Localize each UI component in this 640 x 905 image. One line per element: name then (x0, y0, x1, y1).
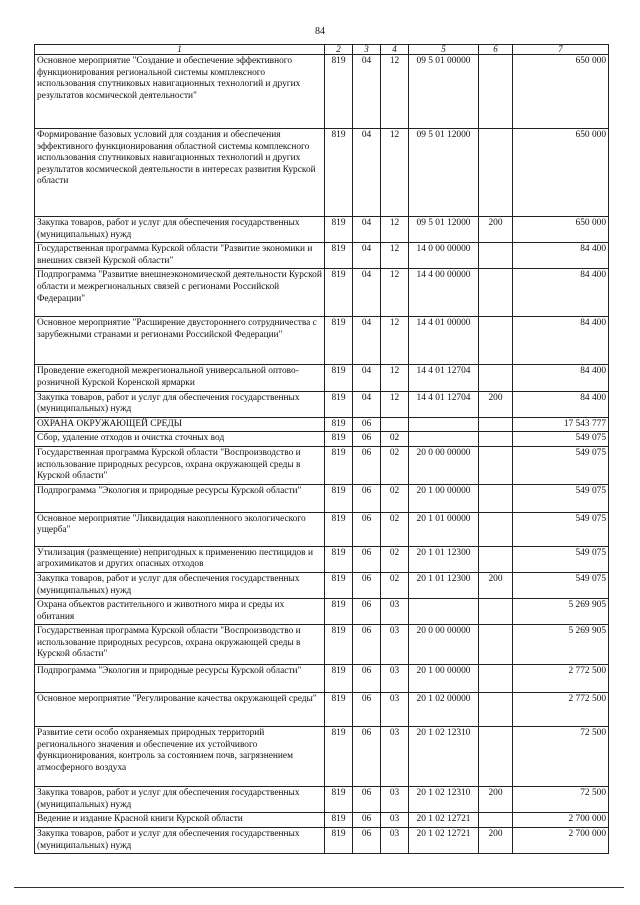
cell-grbs: 819 (325, 269, 353, 317)
table-row (35, 365, 609, 391)
cell-name: Государственная программа Курской области "Воспроизводство и использование природных ресурсов, охрана окружающей среды в Курской области" (35, 625, 325, 665)
cell-subsection: 02 (381, 484, 409, 512)
table-row (35, 572, 609, 598)
table-row (35, 828, 609, 854)
cell-amount: 5 269 905 (513, 599, 609, 625)
cell-section: 06 (353, 512, 381, 546)
cell-amount: 549 075 (513, 432, 609, 447)
cell-grbs: 819 (325, 599, 353, 625)
table-row (35, 665, 609, 693)
cell-expense-type (479, 599, 513, 625)
cell-section: 06 (353, 446, 381, 484)
cell-section: 04 (353, 243, 381, 269)
table-row (35, 813, 609, 828)
cell-target-item: 09 5 01 00000 (409, 55, 479, 129)
cell-grbs: 819 (325, 432, 353, 447)
cell-section: 06 (353, 828, 381, 854)
cell-subsection: 12 (381, 55, 409, 129)
table-row (35, 129, 609, 217)
cell-name: Основное мероприятие "Создание и обеспечение эффективного функционирования региональной системы комплексного использования спутниковых навигационных технологий и других результатов космической деятельности" (35, 55, 325, 129)
cell-section: 06 (353, 432, 381, 447)
cell-section: 06 (353, 813, 381, 828)
cell-subsection (381, 417, 409, 432)
cell-section: 04 (353, 55, 381, 129)
cell-subsection: 03 (381, 727, 409, 787)
cell-target-item: 14 4 00 00000 (409, 269, 479, 317)
cell-name: Сбор, удаление отходов и очистка сточных вод (35, 432, 325, 447)
cell-section: 06 (353, 599, 381, 625)
table-body (35, 55, 609, 854)
cell-grbs: 819 (325, 787, 353, 813)
cell-expense-type (479, 269, 513, 317)
cell-expense-type (479, 129, 513, 217)
cell-section: 04 (353, 129, 381, 217)
cell-section: 06 (353, 787, 381, 813)
cell-section: 04 (353, 365, 381, 391)
cell-expense-type (479, 813, 513, 828)
cell-grbs: 819 (325, 727, 353, 787)
table-row (35, 512, 609, 546)
cell-target-item: 20 1 01 12300 (409, 546, 479, 572)
cell-target-item: 14 4 01 12704 (409, 391, 479, 417)
cell-subsection: 12 (381, 243, 409, 269)
cell-grbs: 819 (325, 217, 353, 243)
cell-expense-type (479, 512, 513, 546)
page-number: 84 (315, 26, 325, 37)
cell-subsection: 12 (381, 365, 409, 391)
cell-subsection: 02 (381, 572, 409, 598)
cell-target-item: 14 4 01 12704 (409, 365, 479, 391)
cell-amount: 84 400 (513, 269, 609, 317)
cell-expense-type: 200 (479, 787, 513, 813)
cell-subsection: 03 (381, 693, 409, 727)
cell-expense-type: 200 (479, 217, 513, 243)
cell-name: Закупка товаров, работ и услуг для обеспечения государственных (муниципальных) нужд (35, 828, 325, 854)
cell-section: 04 (353, 317, 381, 365)
cell-section: 04 (353, 391, 381, 417)
cell-target-item (409, 432, 479, 447)
cell-target-item (409, 599, 479, 625)
cell-grbs: 819 (325, 446, 353, 484)
cell-expense-type (479, 446, 513, 484)
header-col-3: 3 (353, 45, 381, 55)
cell-name: Развитие сети особо охраняемых природных территорий регионального значения и обеспечение их устойчивого функционирования, контроль за состоянием почв, загрязнением атмосферного воздуха (35, 727, 325, 787)
table-row (35, 317, 609, 365)
cell-target-item: 20 1 02 00000 (409, 693, 479, 727)
cell-name: Утилизация (размещение) непригодных к применению пестицидов и агрохимикатов и других опасных отходов (35, 546, 325, 572)
cell-amount: 549 075 (513, 546, 609, 572)
cell-expense-type: 200 (479, 828, 513, 854)
cell-name: Закупка товаров, работ и услуг для обеспечения государственных (муниципальных) нужд (35, 217, 325, 243)
cell-target-item: 20 0 00 00000 (409, 625, 479, 665)
table-row (35, 417, 609, 432)
header-col-1: 1 (35, 45, 325, 55)
cell-grbs: 819 (325, 365, 353, 391)
cell-expense-type (479, 727, 513, 787)
cell-grbs: 819 (325, 512, 353, 546)
cell-amount: 17 543 777 (513, 417, 609, 432)
cell-subsection: 03 (381, 599, 409, 625)
cell-name: Закупка товаров, работ и услуг для обеспечения государственных (муниципальных) нужд (35, 391, 325, 417)
cell-target-item: 20 1 02 12721 (409, 813, 479, 828)
cell-expense-type (479, 625, 513, 665)
cell-grbs: 819 (325, 484, 353, 512)
cell-amount: 2 772 500 (513, 665, 609, 693)
cell-grbs: 819 (325, 813, 353, 828)
cell-name: Охрана объектов растительного и животного мира и среды их обитания (35, 599, 325, 625)
cell-name: Подпрограмма "Экология и природные ресурсы Курской области" (35, 484, 325, 512)
cell-subsection: 03 (381, 665, 409, 693)
cell-subsection: 12 (381, 317, 409, 365)
cell-amount: 84 400 (513, 365, 609, 391)
cell-expense-type: 200 (479, 572, 513, 598)
cell-amount: 2 772 500 (513, 693, 609, 727)
cell-section: 06 (353, 417, 381, 432)
table-row (35, 787, 609, 813)
cell-name: Подпрограмма "Развитие внешнеэкономической деятельности Курской области и межрегиональных связей с регионами Российской Федерации" (35, 269, 325, 317)
cell-amount: 84 400 (513, 391, 609, 417)
cell-section: 06 (353, 665, 381, 693)
header-col-7: 7 (513, 45, 609, 55)
table-row (35, 599, 609, 625)
cell-subsection: 02 (381, 446, 409, 484)
header-col-5: 5 (409, 45, 479, 55)
table-row (35, 243, 609, 269)
cell-section: 06 (353, 727, 381, 787)
cell-amount: 72 500 (513, 787, 609, 813)
cell-name: Ведение и издание Красной книги Курской области (35, 813, 325, 828)
cell-subsection: 02 (381, 546, 409, 572)
cell-subsection: 12 (381, 391, 409, 417)
cell-amount: 549 075 (513, 572, 609, 598)
cell-subsection: 03 (381, 625, 409, 665)
cell-section: 06 (353, 546, 381, 572)
table-row (35, 693, 609, 727)
cell-section: 06 (353, 693, 381, 727)
cell-amount: 650 000 (513, 55, 609, 129)
table-row (35, 217, 609, 243)
cell-name: Государственная программа Курской области "Воспроизводство и использование природных ресурсов, охрана окружающей среды в Курской области" (35, 446, 325, 484)
cell-target-item: 09 5 01 12000 (409, 217, 479, 243)
cell-target-item: 09 5 01 12000 (409, 129, 479, 217)
cell-name: Проведение ежегодной межрегиональной универсальной оптово-розничной Курской Коренской ярмарки (35, 365, 325, 391)
cell-target-item: 20 0 00 00000 (409, 446, 479, 484)
cell-grbs: 819 (325, 572, 353, 598)
cell-target-item: 20 1 02 12310 (409, 787, 479, 813)
cell-grbs: 819 (325, 55, 353, 129)
cell-name: ОХРАНА ОКРУЖАЮЩЕЙ СРЕДЫ (35, 417, 325, 432)
table-row (35, 269, 609, 317)
cell-subsection: 02 (381, 512, 409, 546)
table-row (35, 391, 609, 417)
cell-expense-type (479, 693, 513, 727)
cell-name: Основное мероприятие "Расширение двустороннего сотрудничества с зарубежными странами и регионами Российской Федерации" (35, 317, 325, 365)
cell-expense-type (479, 365, 513, 391)
cell-name: Основное мероприятие "Ликвидация накопленного экологического ущерба" (35, 512, 325, 546)
cell-subsection: 12 (381, 269, 409, 317)
table-row (35, 55, 609, 129)
cell-expense-type (479, 432, 513, 447)
cell-grbs: 819 (325, 391, 353, 417)
cell-grbs: 819 (325, 317, 353, 365)
cell-name: Закупка товаров, работ и услуг для обеспечения государственных (муниципальных) нужд (35, 572, 325, 598)
cell-expense-type (479, 417, 513, 432)
cell-target-item: 20 1 02 12721 (409, 828, 479, 854)
cell-grbs: 819 (325, 625, 353, 665)
cell-target-item: 14 0 00 00000 (409, 243, 479, 269)
cell-subsection: 03 (381, 787, 409, 813)
cell-amount: 2 700 000 (513, 828, 609, 854)
table-row (35, 625, 609, 665)
cell-grbs: 819 (325, 243, 353, 269)
cell-expense-type (479, 55, 513, 129)
cell-section: 06 (353, 484, 381, 512)
cell-subsection: 12 (381, 129, 409, 217)
cell-section: 04 (353, 217, 381, 243)
cell-expense-type (479, 546, 513, 572)
cell-subsection: 03 (381, 813, 409, 828)
table-row (35, 446, 609, 484)
budget-table (34, 44, 609, 854)
table-row (35, 727, 609, 787)
cell-grbs: 819 (325, 546, 353, 572)
cell-name: Формирование базовых условий для создания и обеспечения эффективного функционирования областной системы комплексного использования спутниковых навигационных технологий и других результатов космической деятельности в интересах развития Курской области (35, 129, 325, 217)
cell-grbs: 819 (325, 693, 353, 727)
cell-target-item: 20 1 01 00000 (409, 512, 479, 546)
cell-section: 06 (353, 625, 381, 665)
header-col-4: 4 (381, 45, 409, 55)
cell-grbs: 819 (325, 129, 353, 217)
header-col-2: 2 (325, 45, 353, 55)
cell-amount: 84 400 (513, 317, 609, 365)
cell-amount: 549 075 (513, 512, 609, 546)
cell-grbs: 819 (325, 417, 353, 432)
cell-amount: 549 075 (513, 446, 609, 484)
cell-amount: 72 500 (513, 727, 609, 787)
cell-name: Основное мероприятие "Регулирование качества окружающей среды" (35, 693, 325, 727)
cell-amount: 549 075 (513, 484, 609, 512)
table-row (35, 432, 609, 447)
header-col-6: 6 (479, 45, 513, 55)
cell-subsection: 02 (381, 432, 409, 447)
cell-subsection: 03 (381, 828, 409, 854)
cell-name: Государственная программа Курской области "Развитие экономики и внешних связей Курской области" (35, 243, 325, 269)
cell-amount: 2 700 000 (513, 813, 609, 828)
table-row (35, 546, 609, 572)
cell-target-item: 20 1 00 00000 (409, 665, 479, 693)
table-row (35, 484, 609, 512)
cell-section: 04 (353, 269, 381, 317)
cell-amount: 5 269 905 (513, 625, 609, 665)
cell-expense-type (479, 317, 513, 365)
cell-subsection: 12 (381, 217, 409, 243)
cell-target-item: 14 4 01 00000 (409, 317, 479, 365)
cell-expense-type (479, 665, 513, 693)
cell-grbs: 819 (325, 665, 353, 693)
cell-target-item (409, 417, 479, 432)
header-row (35, 45, 609, 55)
cell-target-item: 20 1 01 12300 (409, 572, 479, 598)
cell-target-item: 20 1 02 12310 (409, 727, 479, 787)
cell-target-item: 20 1 00 00000 (409, 484, 479, 512)
cell-grbs: 819 (325, 828, 353, 854)
cell-amount: 84 400 (513, 243, 609, 269)
cell-amount: 650 000 (513, 129, 609, 217)
cell-expense-type (479, 484, 513, 512)
cell-section: 06 (353, 572, 381, 598)
cell-name: Подпрограмма "Экология и природные ресурсы Курской области" (35, 665, 325, 693)
cell-name: Закупка товаров, работ и услуг для обеспечения государственных (муниципальных) нужд (35, 787, 325, 813)
cell-expense-type: 200 (479, 391, 513, 417)
cell-expense-type (479, 243, 513, 269)
page-bottom-rule (14, 887, 624, 888)
cell-amount: 650 000 (513, 217, 609, 243)
